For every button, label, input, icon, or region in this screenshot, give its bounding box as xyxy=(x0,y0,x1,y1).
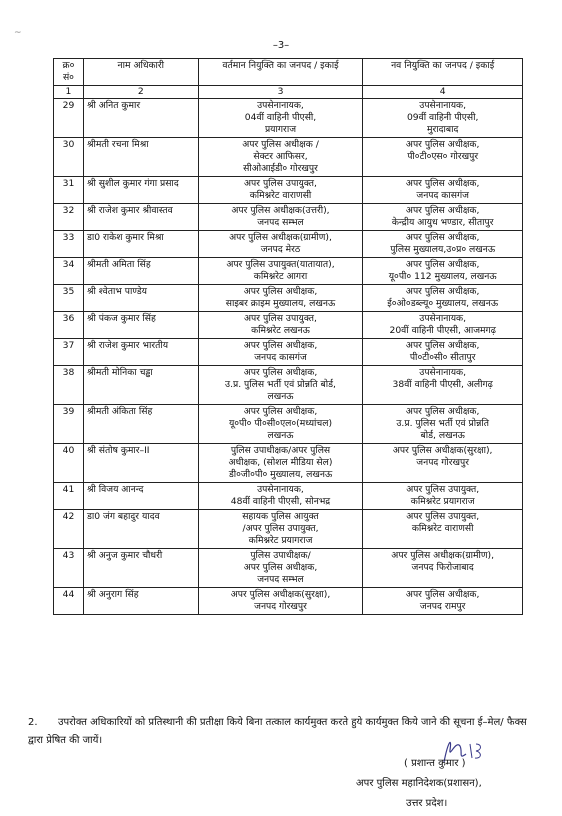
posting-line: अपर पुलिस अधीक्षक(सुरक्षा), xyxy=(230,589,331,600)
posting-line: केन्द्रीय आयुध भण्डार, सीतापुर xyxy=(391,217,494,228)
posting-line: अपर पुलिस अधीक्षक, xyxy=(405,286,480,297)
new-posting xyxy=(363,510,523,549)
officer-name: श्री राजेश कुमार भारतीय xyxy=(83,339,198,366)
posting-line: कमिश्नरेट वाराणसी xyxy=(411,523,474,534)
table-row xyxy=(54,312,523,339)
row-serial-number: 34 xyxy=(54,258,84,285)
table-row xyxy=(54,258,523,285)
posting-line: अपर पुलिस अधीक्षक(ग्रामीण), xyxy=(391,550,495,561)
new-posting xyxy=(363,204,523,231)
header-sno: क्र० सं० xyxy=(54,59,84,86)
signatory-state: उत्तर प्रदेश। xyxy=(406,798,448,809)
corner-mark: ~ xyxy=(14,28,22,38)
signatory-name: ( प्रशान्त कुमार ) xyxy=(404,758,466,769)
posting-line: डी०जी०पी० मुख्यालय, लखनऊ xyxy=(228,469,333,480)
header-name: नाम अधिकारी xyxy=(83,59,198,86)
officer-name: श्री अनुज कुमार चौधरी xyxy=(83,549,198,588)
current-posting xyxy=(198,177,363,204)
table-row xyxy=(54,204,523,231)
posting-line: अपर पुलिस अधीक्षक, xyxy=(405,259,480,270)
row-serial-number: 30 xyxy=(54,138,84,177)
posting-line: कमिश्नरेट प्रयागराज xyxy=(410,496,475,507)
row-serial-number: 38 xyxy=(54,366,84,405)
officer-name: श्रीमती मोनिका चड्ढा xyxy=(83,366,198,405)
officer-name: डा0 जंग बहादुर यादव xyxy=(83,510,198,549)
officer-name: श्रीमती अंकिता सिंह xyxy=(83,405,198,444)
officer-name: श्रीमती अमिता सिंह xyxy=(83,258,198,285)
paragraph-number: 2. xyxy=(28,717,38,728)
new-posting xyxy=(363,177,523,204)
row-serial-number: 33 xyxy=(54,231,84,258)
row-serial-number: 39 xyxy=(54,405,84,444)
posting-line: 38वीं वाहिनी पीएसी, अलीगढ़ xyxy=(392,379,493,390)
posting-line: अपर पुलिस अधीक्षक, xyxy=(243,340,318,351)
current-posting xyxy=(198,231,363,258)
posting-line: /अपर पुलिस उपायुक्त, xyxy=(242,523,319,534)
new-posting xyxy=(363,549,523,588)
row-serial-number: 44 xyxy=(54,588,84,615)
table-row xyxy=(54,138,523,177)
posting-line: पुलिस उपाधीक्षक/अपर पुलिस xyxy=(230,445,331,456)
column-number-row xyxy=(54,86,523,99)
row-serial-number: 35 xyxy=(54,285,84,312)
new-posting xyxy=(363,444,523,483)
new-posting xyxy=(363,285,523,312)
current-posting xyxy=(198,549,363,588)
officer-name: डा0 राकेश कुमार मिश्रा xyxy=(83,231,198,258)
table-row xyxy=(54,339,523,366)
table-row xyxy=(54,549,523,588)
posting-line: अपर पुलिस अधीक्षक, xyxy=(243,286,318,297)
posting-line: उ.प्र. पुलिस भर्ती एवं प्रोन्नति xyxy=(396,418,489,429)
table-row xyxy=(54,510,523,549)
posting-line: उपसेनानायक, xyxy=(419,367,467,378)
posting-line: अपर पुलिस उपायुक्त, xyxy=(406,511,480,522)
posting-line: पी०टी०सी० सीतापुर xyxy=(409,352,476,363)
current-posting xyxy=(198,444,363,483)
posting-line: अपर पुलिस अधीक्षक, xyxy=(405,340,480,351)
posting-line: अपर पुलिस अधीक्षक(ग्रामीण), xyxy=(229,232,332,243)
row-serial-number: 32 xyxy=(54,204,84,231)
current-posting xyxy=(198,588,363,615)
posting-line: अपर पुलिस अधीक्षक(सुरक्षा), xyxy=(392,445,493,456)
table-row xyxy=(54,444,523,483)
posting-line: कमिश्नरेट प्रयागराज xyxy=(248,535,313,546)
posting-line: उपसेनानायक, xyxy=(419,100,467,111)
current-posting xyxy=(198,99,363,138)
posting-line: अपर पुलिस उपायुक्त, xyxy=(406,484,480,495)
posting-line: अपर पुलिस अधीक्षक, xyxy=(405,178,480,189)
posting-line: अपर पुलिस अधीक्षक, xyxy=(243,367,318,378)
posting-line: लखनऊ xyxy=(267,430,294,441)
posting-line: कमिश्नरेट वाराणसी xyxy=(249,190,312,201)
posting-line: ई०ओ०डब्ल्यू० मुख्यालय, लखनऊ xyxy=(387,298,499,309)
officer-name: श्री अनुराग सिंह xyxy=(83,588,198,615)
posting-line: 04वीं वाहिनी पीएसी, xyxy=(244,112,317,123)
new-posting xyxy=(363,258,523,285)
officer-name: श्री सुशील कुमार गंगा प्रसाद xyxy=(83,177,198,204)
posting-line: अधीक्षक, (सोशल मीडिया सेल) xyxy=(228,457,333,468)
current-posting xyxy=(198,483,363,510)
column-number: 3 xyxy=(198,86,363,99)
table-row xyxy=(54,405,523,444)
posting-line: जनपद कासगंज xyxy=(254,352,307,363)
posting-line: जनपद मेरठ xyxy=(260,244,301,255)
column-number: 1 xyxy=(54,86,84,99)
posting-line: अपर पुलिस अधीक्षक, xyxy=(243,562,318,573)
posting-line: जनपद सम्भल xyxy=(257,574,304,585)
posting-line: अपर पुलिस अधीक्षक, xyxy=(405,406,480,417)
new-posting xyxy=(363,483,523,510)
table-row xyxy=(54,366,523,405)
new-posting xyxy=(363,405,523,444)
posting-line: अपर पुलिस उपायुक्त(यातायात), xyxy=(226,259,335,270)
posting-line: कमिश्नरेट लखनऊ xyxy=(251,325,310,336)
officer-name: श्री संतोष कुमार–II xyxy=(83,444,198,483)
new-posting xyxy=(363,99,523,138)
posting-line: सेक्टर आफिसर, xyxy=(253,151,308,162)
posting-line: जनपद फिरोजाबाद xyxy=(411,562,474,573)
posting-line: पुलिस मुख्यालय,उ०प्र० लखनऊ xyxy=(390,244,496,255)
new-posting xyxy=(363,231,523,258)
posting-line: यू०पी० पी०सी०एल०(मध्यांचल) xyxy=(228,418,333,429)
column-number: 2 xyxy=(83,86,198,99)
current-posting xyxy=(198,312,363,339)
current-posting xyxy=(198,138,363,177)
current-posting xyxy=(198,204,363,231)
row-serial-number: 29 xyxy=(54,99,84,138)
current-posting xyxy=(198,339,363,366)
posting-line: उपसेनानायक, xyxy=(257,100,304,111)
row-serial-number: 41 xyxy=(54,483,84,510)
transfer-table xyxy=(53,58,523,615)
officer-name: श्री पंकज कुमार सिंह xyxy=(83,312,198,339)
signatory-designation: अपर पुलिस महानिदेशक(प्रशासन), xyxy=(356,778,482,789)
posting-line: अपर पुलिस अधीक्षक(उत्तरी), xyxy=(231,205,330,216)
officer-name: श्री श्वेताभ पाण्डेय xyxy=(83,285,198,312)
posting-line: जनपद सम्भल xyxy=(257,217,304,228)
posting-line: सीओआईडी० गोरखपुर xyxy=(243,163,318,174)
new-posting xyxy=(363,138,523,177)
current-posting xyxy=(198,405,363,444)
row-serial-number: 42 xyxy=(54,510,84,549)
posting-line: अपर पुलिस उपायुक्त, xyxy=(244,178,317,189)
row-serial-number: 43 xyxy=(54,549,84,588)
officer-name: श्रीमती रचना मिश्रा xyxy=(83,138,198,177)
posting-line: उपसेनानायक, xyxy=(419,313,467,324)
row-serial-number: 36 xyxy=(54,312,84,339)
posting-line: जनपद गोरखपुर xyxy=(416,457,470,468)
posting-line: 09वीं वाहिनी पीएसी, xyxy=(406,112,479,123)
posting-line: 20वीं वाहिनी पीएसी, आजमगढ़ xyxy=(389,325,496,336)
row-serial-number: 40 xyxy=(54,444,84,483)
column-number: 4 xyxy=(363,86,523,99)
posting-line: कमिश्नरेट आगरा xyxy=(253,271,308,282)
table-row xyxy=(54,588,523,615)
posting-line: अपर पुलिस अधीक्षक, xyxy=(243,406,318,417)
paragraph-text: उपरोक्त अधिकारियों को प्रतिस्थानी की प्रतीक्षा किये बिना तत्काल कार्यमुक्त करते हुये कार्यमुक्त किये जाने की सूचना ई–मेल/ फैक्स द्वारा प्रेषित की जायें। xyxy=(28,717,527,746)
current-posting xyxy=(198,258,363,285)
page-number: –3– xyxy=(272,40,290,51)
row-serial-number: 31 xyxy=(54,177,84,204)
officer-name: श्री अनित कुमार xyxy=(83,99,198,138)
row-serial-number: 37 xyxy=(54,339,84,366)
officer-name: श्री विजय आनन्द xyxy=(83,483,198,510)
posting-line: अपर पुलिस अधीक्षक / xyxy=(242,139,319,150)
posting-line: बोर्ड, लखनऊ xyxy=(420,430,465,441)
posting-line: उ.प्र. पुलिस भर्ती एवं प्रोन्नति बोर्ड, xyxy=(225,379,336,390)
new-posting xyxy=(363,339,523,366)
posting-line: पुलिस उपाधीक्षक/ xyxy=(250,550,311,561)
posting-line: अपर पुलिस अधीक्षक, xyxy=(405,205,480,216)
posting-line: अपर पुलिस उपायुक्त, xyxy=(244,313,317,324)
current-posting xyxy=(198,285,363,312)
new-posting xyxy=(363,312,523,339)
header-new-posting: नव नियुक्ति का जनपद / इकाई xyxy=(363,59,523,86)
new-posting xyxy=(363,366,523,405)
posting-line: मुरादाबाद xyxy=(426,124,459,135)
table-row xyxy=(54,483,523,510)
posting-line: अपर पुलिस अधीक्षक, xyxy=(405,139,480,150)
posting-line: जनपद गोरखपुर xyxy=(254,601,307,612)
posting-line: जनपद कासगंज xyxy=(416,190,469,201)
posting-line: यू०पी० 112 मुख्यालय, लखनऊ xyxy=(388,271,497,282)
table-row xyxy=(54,177,523,204)
new-posting xyxy=(363,588,523,615)
posting-line: सहायक पुलिस आयुक्त xyxy=(242,511,319,522)
current-posting xyxy=(198,510,363,549)
officer-name: श्री राजेश कुमार श्रीवास्तव xyxy=(83,204,198,231)
table-row xyxy=(54,285,523,312)
posting-line: जनपद रामपुर xyxy=(419,601,466,612)
table-row xyxy=(54,231,523,258)
table-header-row xyxy=(54,59,523,86)
posting-line: लखनऊ xyxy=(267,391,294,402)
posting-line: प्रयागराज xyxy=(264,124,297,135)
posting-line: पी०टी०एस० गोरखपुर xyxy=(407,151,479,162)
posting-line: उपसेनानायक, xyxy=(257,484,304,495)
posting-line: अपर पुलिस अधीक्षक, xyxy=(405,589,480,600)
current-posting xyxy=(198,366,363,405)
table-row xyxy=(54,99,523,138)
posting-line: अपर पुलिस अधीक्षक, xyxy=(405,232,480,243)
posting-line: 48वीं वाहिनी पीएसी, सोनभद्र xyxy=(230,496,331,507)
header-current-posting: वर्तमान नियुक्ति का जनपद / इकाई xyxy=(198,59,363,86)
posting-line: साइबर क्राइम मुख्यालय, लखनऊ xyxy=(225,298,336,309)
